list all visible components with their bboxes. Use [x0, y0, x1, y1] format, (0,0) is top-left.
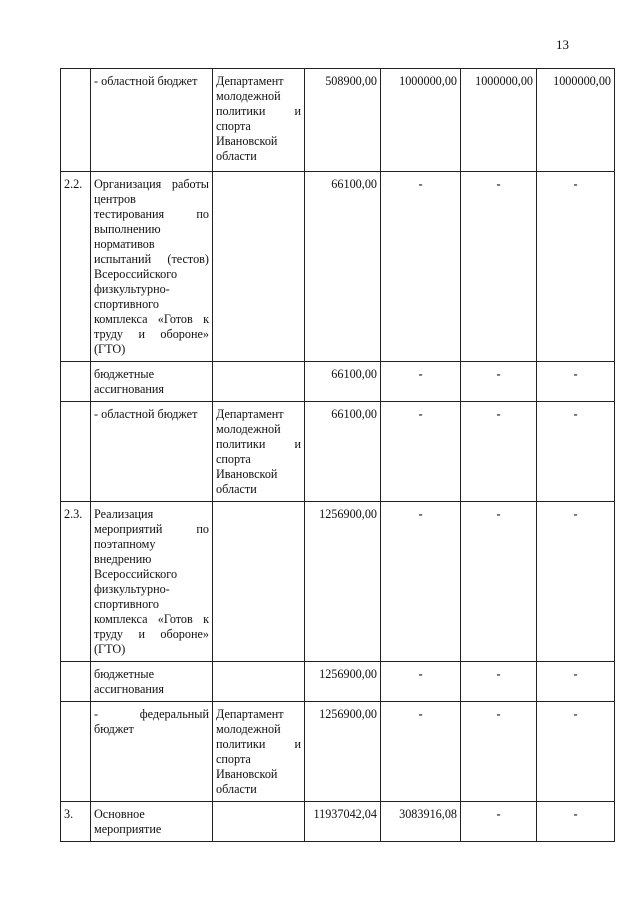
- executor: Департамент молодежной политики и спорта Ивановской области: [213, 402, 305, 502]
- amount-year-3: 1000000,00: [461, 69, 537, 172]
- table-row: [61, 662, 615, 702]
- table-row: [61, 402, 615, 502]
- row-number: 2.2.: [61, 172, 91, 362]
- amount-year-1: 11937042,04: [305, 802, 381, 842]
- amount-year-1: 66100,00: [305, 402, 381, 502]
- amount-year-2: -: [381, 402, 461, 502]
- amount-year-2: -: [381, 172, 461, 362]
- executor: [213, 662, 305, 702]
- amount-year-1: 1256900,00: [305, 502, 381, 662]
- row-number: [61, 402, 91, 502]
- amount-year-2: -: [381, 702, 461, 802]
- row-number: [61, 362, 91, 402]
- amount-year-4: -: [537, 702, 615, 802]
- row-number: [61, 702, 91, 802]
- activity-name: - областной бюджет: [91, 69, 213, 172]
- amount-year-3: -: [461, 662, 537, 702]
- table-row: [61, 802, 615, 842]
- amount-year-4: 1000000,00: [537, 69, 615, 172]
- row-number: 2.3.: [61, 502, 91, 662]
- activity-name: - федеральный бюджет: [91, 702, 213, 802]
- amount-year-4: -: [537, 502, 615, 662]
- amount-year-4: -: [537, 172, 615, 362]
- table-row: [61, 172, 615, 362]
- page-number: 13: [556, 37, 569, 52]
- table-row: [61, 69, 615, 172]
- amount-year-1: 66100,00: [305, 362, 381, 402]
- amount-year-1: 1256900,00: [305, 702, 381, 802]
- amount-year-2: 3083916,08: [381, 802, 461, 842]
- amount-year-4: -: [537, 662, 615, 702]
- executor: [213, 362, 305, 402]
- budget-table: [60, 68, 615, 842]
- amount-year-2: -: [381, 662, 461, 702]
- table-row: [61, 502, 615, 662]
- amount-year-3: -: [461, 502, 537, 662]
- activity-name: Основное мероприятие: [91, 802, 213, 842]
- amount-year-4: -: [537, 802, 615, 842]
- executor: Департамент молодежной политики и спорта Ивановской области: [213, 702, 305, 802]
- table-row: [61, 702, 615, 802]
- row-number: [61, 69, 91, 172]
- amount-year-1: 1256900,00: [305, 662, 381, 702]
- activity-name: - областной бюджет: [91, 402, 213, 502]
- row-number: 3.: [61, 802, 91, 842]
- amount-year-4: -: [537, 402, 615, 502]
- amount-year-3: -: [461, 172, 537, 362]
- amount-year-2: -: [381, 502, 461, 662]
- amount-year-3: -: [461, 402, 537, 502]
- executor: [213, 802, 305, 842]
- amount-year-2: -: [381, 362, 461, 402]
- amount-year-1: 508900,00: [305, 69, 381, 172]
- amount-year-1: 66100,00: [305, 172, 381, 362]
- executor: [213, 172, 305, 362]
- amount-year-2: 1000000,00: [381, 69, 461, 172]
- activity-name: бюджетные ассигнования: [91, 662, 213, 702]
- executor: [213, 502, 305, 662]
- amount-year-3: -: [461, 702, 537, 802]
- activity-name: бюджетные ассигнования: [91, 362, 213, 402]
- activity-name: Реализация мероприятий по поэтапному внедрению Всероссийского физкультурно-спортивного комплекса «Готов к труду и обороне» (ГТО): [91, 502, 213, 662]
- amount-year-4: -: [537, 362, 615, 402]
- amount-year-3: -: [461, 802, 537, 842]
- row-number: [61, 662, 91, 702]
- activity-name: Организация работы центров тестирования по выполнению нормативов испытаний (тестов) Всероссийского физкультурно-спортивного комплекса «Готов к труду и обороне» (ГТО): [91, 172, 213, 362]
- executor: Департамент молодежной политики и спорта Ивановской области: [213, 69, 305, 172]
- amount-year-3: -: [461, 362, 537, 402]
- table-row: [61, 362, 615, 402]
